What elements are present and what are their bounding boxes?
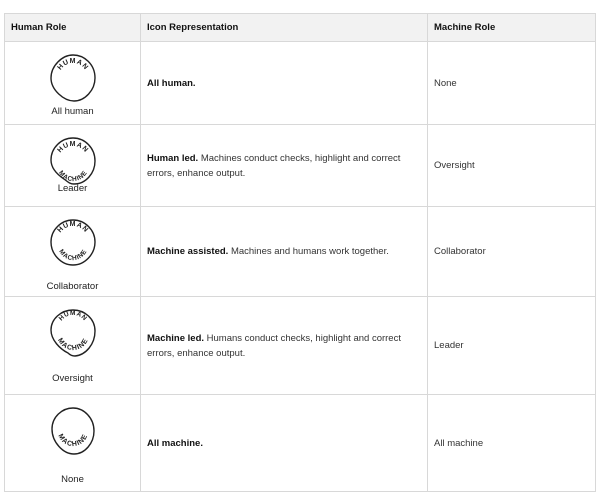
machine-role-cell: Collaborator	[428, 207, 596, 297]
icon-word-machine: MACHINE	[56, 248, 89, 263]
table-row	[5, 42, 596, 125]
svg-text:MACHINE	[56, 433, 89, 448]
human-role-cell	[5, 207, 141, 297]
icon-word-human: HUMAN	[55, 141, 90, 155]
machine-role-cell: All machine	[428, 395, 596, 492]
icon-word-machine: MACHINE	[56, 432, 89, 449]
machine-assisted-icon	[48, 217, 98, 269]
human-role-cell	[5, 297, 141, 395]
machine-only-icon	[48, 405, 98, 457]
header-machine-role: Machine Role	[428, 14, 596, 42]
header-human-role: Human Role	[5, 14, 141, 42]
description-text: Humans conduct checks, highlight and correct errors, enhance output.	[147, 332, 401, 359]
human-role-cell	[5, 42, 141, 125]
table-header-row	[5, 14, 596, 42]
svg-text:HUMAN	[56, 58, 89, 72]
icon-description-cell	[141, 125, 428, 207]
description-bold: Machine led.	[147, 332, 205, 344]
icon-description-cell	[141, 297, 428, 395]
table-row	[5, 395, 596, 492]
table-row	[5, 207, 596, 297]
description-bold: Human led.	[147, 152, 199, 164]
human-led-icon	[48, 135, 98, 187]
roles-table	[4, 13, 596, 492]
icon-description-cell	[141, 42, 428, 125]
description-bold: All human.	[147, 77, 196, 89]
icon-word-human: HUMAN	[57, 310, 88, 323]
human-role-label: None	[61, 474, 84, 485]
human-role-cell	[5, 125, 141, 207]
icon-word-human: HUMAN	[55, 221, 90, 235]
description-bold: Machine assisted.	[147, 246, 229, 257]
icon-description-cell	[141, 207, 428, 297]
table-row	[5, 297, 596, 395]
description-bold: All machine.	[147, 437, 203, 449]
svg-text:MACHINE	[57, 248, 88, 262]
header-icon-representation: Icon Representation	[141, 14, 428, 42]
machine-led-icon	[48, 307, 98, 359]
machine-role-cell: Oversight	[428, 125, 596, 207]
table-row	[5, 125, 596, 207]
human-role-label: Oversight	[52, 373, 93, 384]
svg-text:MACHINE	[56, 337, 90, 352]
human-role-label: Collaborator	[46, 281, 99, 292]
human-only-icon	[48, 52, 98, 104]
description-text: Machines and humans work together.	[228, 246, 389, 257]
icon-word-machine: MACHINE	[56, 169, 89, 184]
human-role-cell	[5, 395, 141, 492]
icon-description-cell	[141, 395, 428, 492]
description-text: Machines conduct checks, highlight and correct errors, enhance output.	[147, 152, 401, 179]
svg-text:HUMAN	[56, 141, 89, 154]
machine-role-cell: None	[428, 42, 596, 125]
machine-role-cell: Leader	[428, 297, 596, 395]
icon-word-human: HUMAN	[56, 58, 89, 72]
human-role-label: All human	[51, 106, 94, 117]
human-role-label: Leader	[57, 183, 88, 194]
icon-word-machine: MACHINE	[55, 337, 90, 353]
